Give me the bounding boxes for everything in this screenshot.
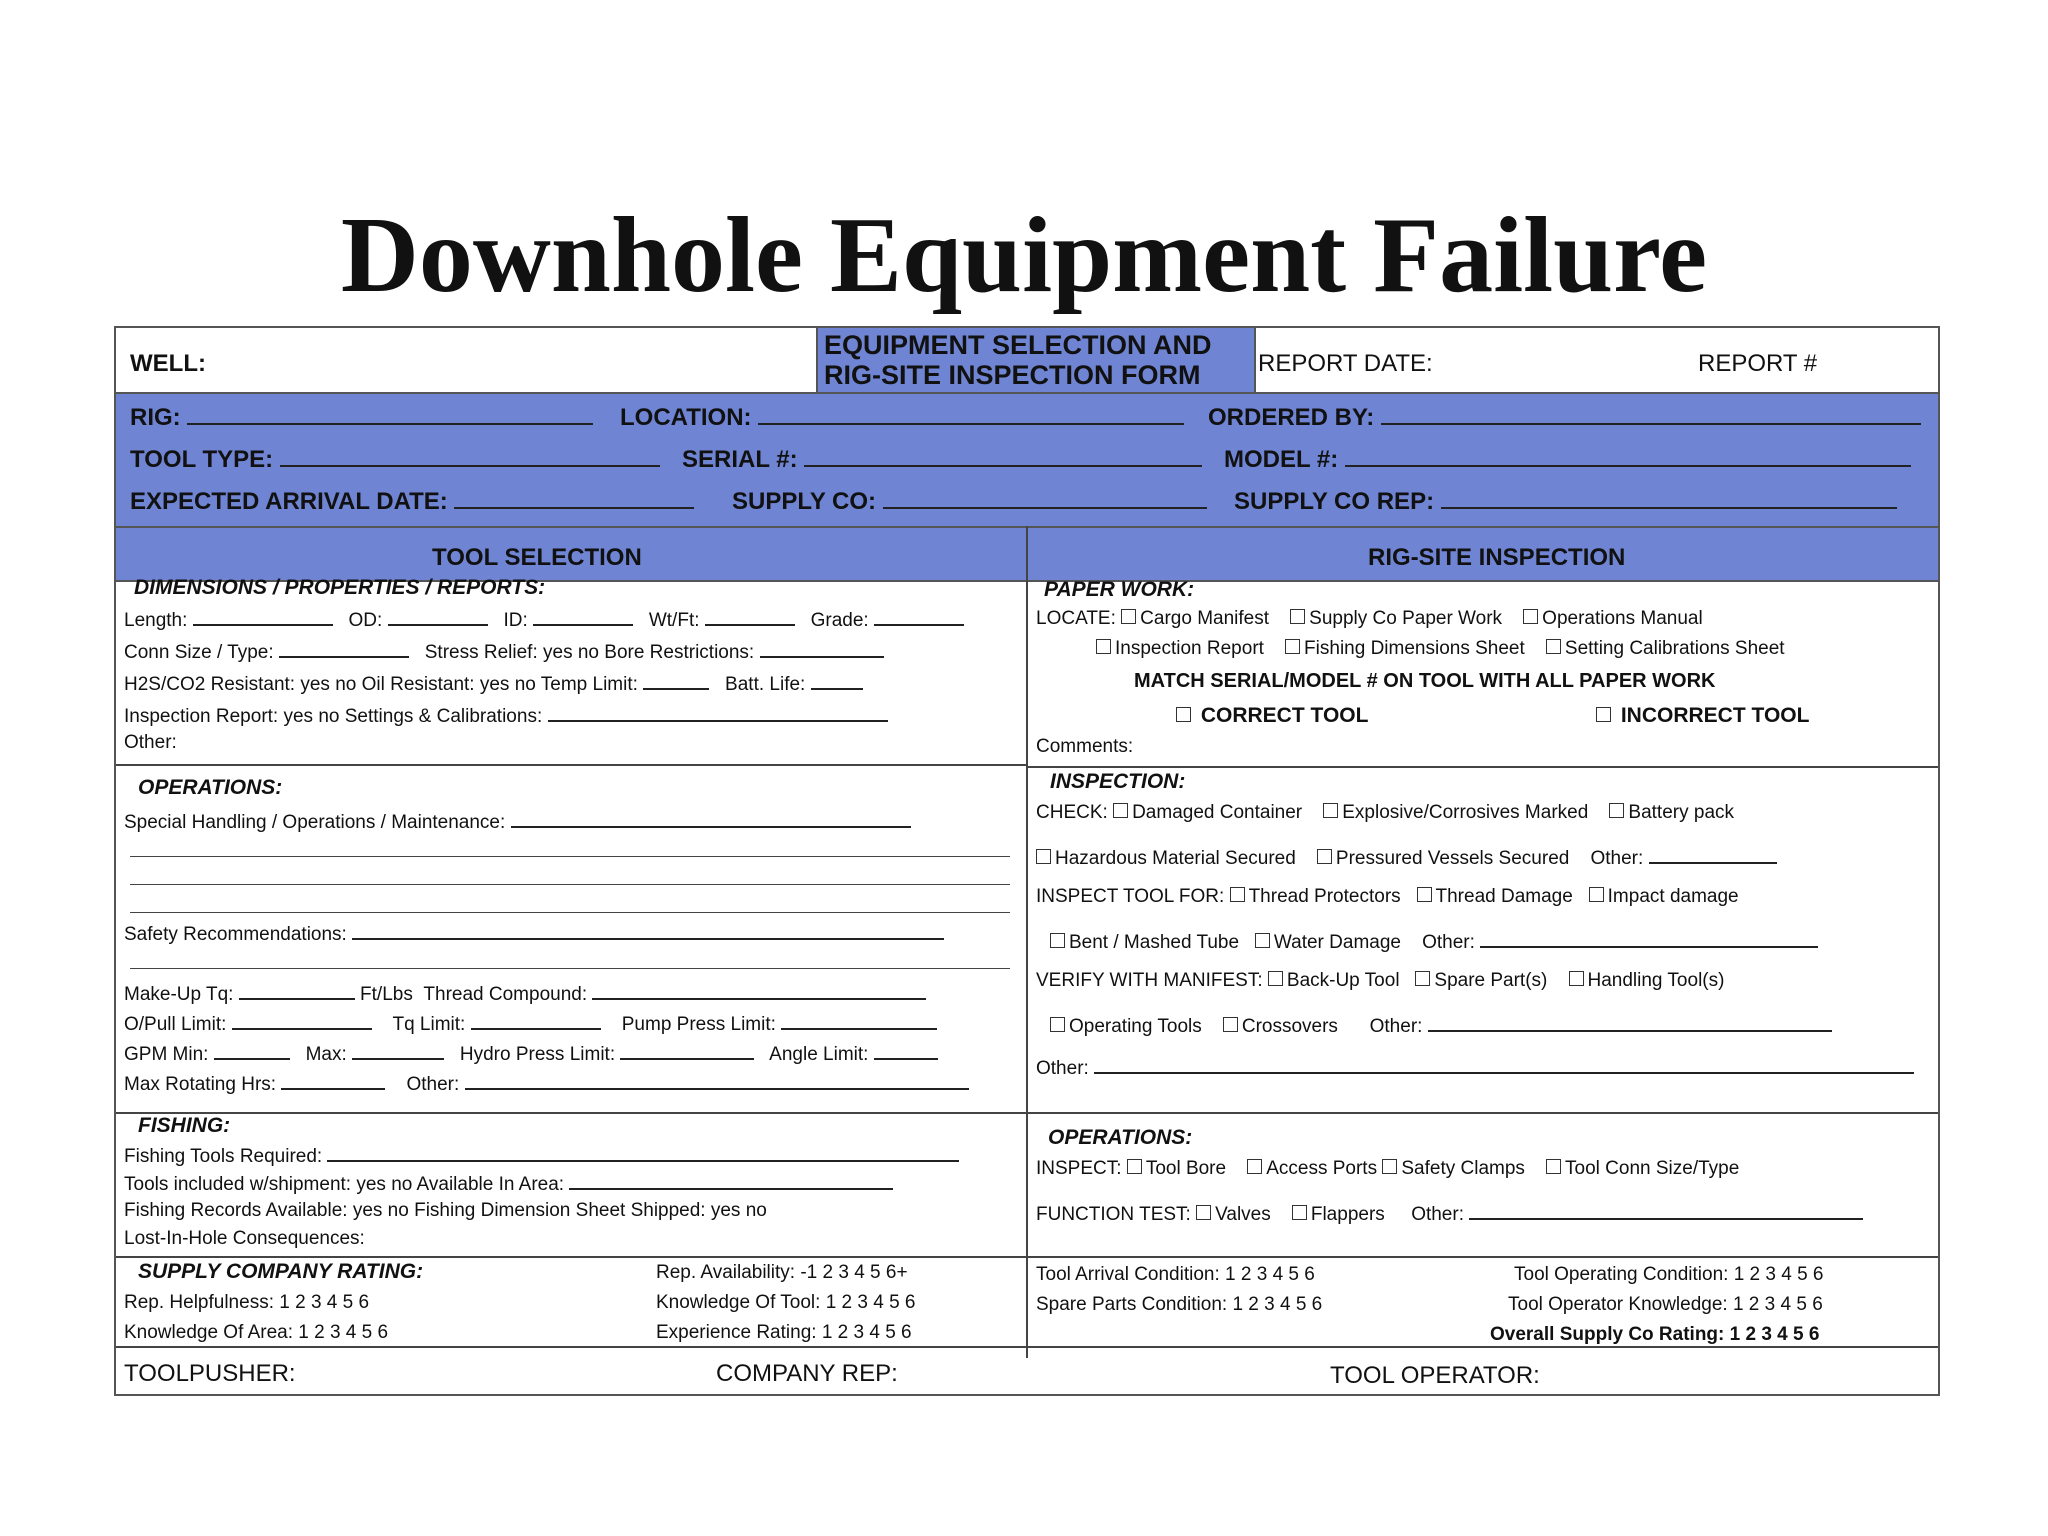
- thread-dmg-checkbox[interactable]: [1417, 887, 1432, 902]
- rig-site-heading: RIG-SITE INSPECTION: [1368, 544, 1626, 571]
- temp-field[interactable]: [643, 670, 709, 690]
- inspect-row-2: Bent / Mashed Tube Water Damage Other:: [1050, 928, 1818, 954]
- gpm-field[interactable]: [214, 1040, 290, 1060]
- length-field[interactable]: [193, 606, 333, 626]
- opull-field[interactable]: [232, 1010, 372, 1030]
- rule-right-1: [1026, 766, 1938, 768]
- paper-row-2: Inspection Report Fishing Dimensions Sheet Setting Calibrations Sheet: [1096, 638, 1785, 660]
- rep-availability[interactable]: Rep. Availability: -1 2 3 4 5 6+: [656, 1262, 908, 1283]
- hydro-field[interactable]: [620, 1040, 754, 1060]
- form-title-box: [816, 328, 1256, 392]
- location-field[interactable]: [758, 405, 1184, 425]
- inspect-ops-row: INSPECT: Tool Bore Access Ports Safety Clamps Tool Conn Size/Type: [1036, 1158, 1740, 1179]
- ops-left-heading: OPERATIONS:: [138, 776, 283, 799]
- supply-co-field[interactable]: [883, 489, 1207, 509]
- supply-rep-field[interactable]: [1441, 489, 1897, 509]
- pressured-checkbox[interactable]: [1317, 849, 1332, 864]
- well-label: WELL:: [130, 350, 206, 377]
- bent-checkbox[interactable]: [1050, 933, 1065, 948]
- ops-other-field[interactable]: [465, 1070, 969, 1090]
- blank-line-1[interactable]: [130, 856, 1010, 857]
- ops-right-heading: OPERATIONS:: [1048, 1126, 1193, 1149]
- rule-left-1: [116, 764, 1026, 766]
- tool-type-label: TOOL TYPE:: [130, 446, 660, 474]
- od-field[interactable]: [388, 606, 488, 626]
- tool-operator-label: TOOL OPERATOR:: [1330, 1362, 1540, 1389]
- arrival-field[interactable]: [454, 489, 694, 509]
- rule-2: [116, 1112, 1938, 1114]
- dims-row-3: H2S/CO2 Resistant: yes no Oil Resistant: yes no Temp Limit: Batt. Life:: [124, 670, 863, 696]
- check-other-field[interactable]: [1649, 844, 1777, 864]
- batt-field[interactable]: [811, 670, 863, 690]
- experience-rating[interactable]: Experience Rating: 1 2 3 4 5 6: [656, 1322, 912, 1343]
- conn-field[interactable]: [279, 638, 409, 658]
- supply-co-label: SUPPLY CO:: [732, 488, 1207, 516]
- safety-field[interactable]: [352, 920, 944, 940]
- conn-size-checkbox[interactable]: [1546, 1159, 1561, 1174]
- rating-heading: SUPPLY COMPANY RATING:: [138, 1260, 424, 1283]
- angle-field[interactable]: [874, 1040, 938, 1060]
- report-number-label: REPORT #: [1698, 350, 1818, 377]
- tool-bore-checkbox[interactable]: [1127, 1159, 1142, 1174]
- check-row-1: CHECK: Damaged Container Explosive/Corrosives Marked Battery pack: [1036, 802, 1735, 823]
- pump-field[interactable]: [781, 1010, 937, 1030]
- paper-row-1: LOCATE: Cargo Manifest Supply Co Paper Work Operations Manual: [1036, 608, 1703, 629]
- verify-row-2: Operating Tools Crossovers Other:: [1050, 1012, 1832, 1038]
- setting-cal-checkbox[interactable]: [1546, 639, 1561, 654]
- arrival-condition[interactable]: Tool Arrival Condition: 1 2 3 4 5 6: [1036, 1264, 1315, 1285]
- dims-heading: DIMENSIONS / PROPERTIES / REPORTS:: [134, 576, 546, 599]
- safety-row: Safety Recommendations:: [124, 920, 944, 946]
- operating-checkbox[interactable]: [1050, 1017, 1065, 1032]
- makeup-row: Make-Up Tq: Ft/Lbs Thread Compound:: [124, 980, 926, 1006]
- fishing-required-field[interactable]: [327, 1142, 959, 1162]
- incorrect-tool-checkbox[interactable]: [1596, 707, 1611, 722]
- inspect-row-1: INSPECT TOOL FOR: Thread Protectors Thread Damage Impact damage: [1036, 886, 1739, 907]
- tq-field[interactable]: [471, 1010, 601, 1030]
- arrival-label: EXPECTED ARRIVAL DATE:: [130, 488, 694, 516]
- blank-line-4[interactable]: [130, 968, 1010, 969]
- ordered-by-label: ORDERED BY:: [1208, 404, 1921, 432]
- id-field[interactable]: [533, 606, 633, 626]
- explosive-checkbox[interactable]: [1323, 803, 1338, 818]
- maxrot-row: Max Rotating Hrs: Other:: [124, 1070, 969, 1096]
- thread-field[interactable]: [592, 980, 926, 1000]
- slide-title: Downhole Equipment Failure: [340, 196, 1708, 315]
- damaged-checkbox[interactable]: [1113, 803, 1128, 818]
- spare-checkbox[interactable]: [1415, 971, 1430, 986]
- column-divider: [1026, 526, 1028, 1358]
- knowledge-area[interactable]: Knowledge Of Area: 1 2 3 4 5 6: [124, 1322, 389, 1343]
- supply-paper-checkbox[interactable]: [1290, 609, 1305, 624]
- settings-field[interactable]: [548, 702, 888, 722]
- form-title-line1: EQUIPMENT SELECTION AND: [824, 330, 1212, 360]
- function-test-row: FUNCTION TEST: Valves Flappers Other:: [1036, 1200, 1863, 1226]
- correct-tool-checkbox[interactable]: [1176, 707, 1191, 722]
- rig-field[interactable]: [187, 405, 593, 425]
- maxrot-field[interactable]: [281, 1070, 385, 1090]
- info-band: [116, 392, 1938, 528]
- valves-checkbox[interactable]: [1196, 1205, 1211, 1220]
- handling-checkbox[interactable]: [1569, 971, 1584, 986]
- inspect-other-field[interactable]: [1480, 928, 1818, 948]
- company-rep-label: COMPANY REP:: [716, 1360, 898, 1387]
- ordered-by-field[interactable]: [1381, 405, 1921, 425]
- access-ports-checkbox[interactable]: [1247, 1159, 1262, 1174]
- inspection-other-row: Other:: [1036, 1054, 1914, 1080]
- insp-report-checkbox[interactable]: [1096, 639, 1111, 654]
- rep-helpfulness[interactable]: Rep. Helpfulness: 1 2 3 4 5 6: [124, 1292, 370, 1313]
- comments-label: Comments:: [1036, 736, 1134, 757]
- battery-checkbox[interactable]: [1609, 803, 1624, 818]
- thread-prot-checkbox[interactable]: [1230, 887, 1245, 902]
- fishing-included-row: Tools included w/shipment: yes no Available In Area:: [124, 1170, 893, 1196]
- function-other-field[interactable]: [1469, 1200, 1863, 1220]
- inspection-form: [114, 326, 1940, 1396]
- tool-type-field[interactable]: [280, 447, 660, 467]
- correct-tool-option: CORRECT TOOL: [1176, 704, 1368, 728]
- available-area-field[interactable]: [569, 1170, 893, 1190]
- knowledge-tool[interactable]: Knowledge Of Tool: 1 2 3 4 5 6: [656, 1292, 916, 1313]
- operating-condition[interactable]: Tool Operating Condition: 1 2 3 4 5 6: [1514, 1264, 1824, 1285]
- blank-line-3[interactable]: [130, 912, 1010, 913]
- dims-row-2: Conn Size / Type: Stress Relief: yes no Bore Restrictions:: [124, 638, 884, 664]
- blank-line-2[interactable]: [130, 884, 1010, 885]
- lost-in-hole-label: Lost-In-Hole Consequences:: [124, 1228, 365, 1249]
- hazardous-checkbox[interactable]: [1036, 849, 1051, 864]
- fishing-dim-checkbox[interactable]: [1285, 639, 1300, 654]
- gpm-row: GPM Min: Max: Hydro Press Limit: Angle Limit:: [124, 1040, 938, 1066]
- serial-label: SERIAL #:: [682, 446, 1202, 474]
- fishing-required-row: Fishing Tools Required:: [124, 1142, 959, 1168]
- special-row: Special Handling / Operations / Maintenance:: [124, 808, 911, 834]
- opull-row: O/Pull Limit: Tq Limit: Pump Press Limit:: [124, 1010, 937, 1036]
- tool-selection-heading: TOOL SELECTION: [432, 544, 642, 571]
- water-checkbox[interactable]: [1255, 933, 1270, 948]
- cargo-checkbox[interactable]: [1121, 609, 1136, 624]
- verify-other-field[interactable]: [1428, 1012, 1832, 1032]
- toolpusher-label: TOOLPUSHER:: [124, 1360, 296, 1387]
- rule-4: [116, 1346, 1938, 1348]
- supply-rep-label: SUPPLY CO REP:: [1234, 488, 1897, 516]
- makeup-field[interactable]: [239, 980, 355, 1000]
- inspection-other-field[interactable]: [1094, 1054, 1914, 1074]
- report-date-label: REPORT DATE:: [1258, 350, 1433, 377]
- operator-knowledge[interactable]: Tool Operator Knowledge: 1 2 3 4 5 6: [1508, 1294, 1823, 1315]
- bore-field[interactable]: [760, 638, 884, 658]
- inspection-heading: INSPECTION:: [1050, 770, 1186, 793]
- special-field[interactable]: [511, 808, 911, 828]
- location-label: LOCATION:: [620, 404, 1184, 432]
- safety-clamps-checkbox[interactable]: [1382, 1159, 1397, 1174]
- match-instruction: MATCH SERIAL/MODEL # ON TOOL WITH ALL PAPER WORK: [1134, 670, 1716, 692]
- serial-field[interactable]: [804, 447, 1202, 467]
- wtft-field[interactable]: [705, 606, 795, 626]
- paper-heading: PAPER WORK:: [1044, 578, 1195, 601]
- rule-3: [116, 1256, 1938, 1258]
- flappers-checkbox[interactable]: [1292, 1205, 1307, 1220]
- rig-label: RIG:: [130, 404, 593, 432]
- model-field[interactable]: [1345, 447, 1911, 467]
- incorrect-tool-option: INCORRECT TOOL: [1596, 704, 1809, 728]
- model-label: MODEL #:: [1224, 446, 1911, 474]
- dims-other: Other:: [124, 732, 177, 753]
- crossovers-checkbox[interactable]: [1223, 1017, 1238, 1032]
- spare-parts-condition[interactable]: Spare Parts Condition: 1 2 3 4 5 6: [1036, 1294, 1323, 1315]
- verify-row-1: VERIFY WITH MANIFEST: Back-Up Tool Spare Part(s) Handling Tool(s): [1036, 970, 1725, 991]
- backup-checkbox[interactable]: [1268, 971, 1283, 986]
- dims-row-4: Inspection Report: yes no Settings & Calibrations:: [124, 702, 888, 728]
- ops-manual-checkbox[interactable]: [1523, 609, 1538, 624]
- grade-field[interactable]: [874, 606, 964, 626]
- form-title-line2: RIG-SITE INSPECTION FORM: [824, 360, 1201, 390]
- overall-rating[interactable]: Overall Supply Co Rating: 1 2 3 4 5 6: [1490, 1324, 1820, 1345]
- dims-row-1: Length: OD: ID: Wt/Ft: Grade:: [124, 606, 964, 632]
- fishing-records-row: Fishing Records Available: yes no Fishing Dimension Sheet Shipped: yes no: [124, 1200, 767, 1221]
- fishing-heading: FISHING:: [138, 1114, 231, 1137]
- max-field[interactable]: [352, 1040, 444, 1060]
- check-row-2: Hazardous Material Secured Pressured Vessels Secured Other:: [1036, 844, 1777, 870]
- impact-checkbox[interactable]: [1589, 887, 1604, 902]
